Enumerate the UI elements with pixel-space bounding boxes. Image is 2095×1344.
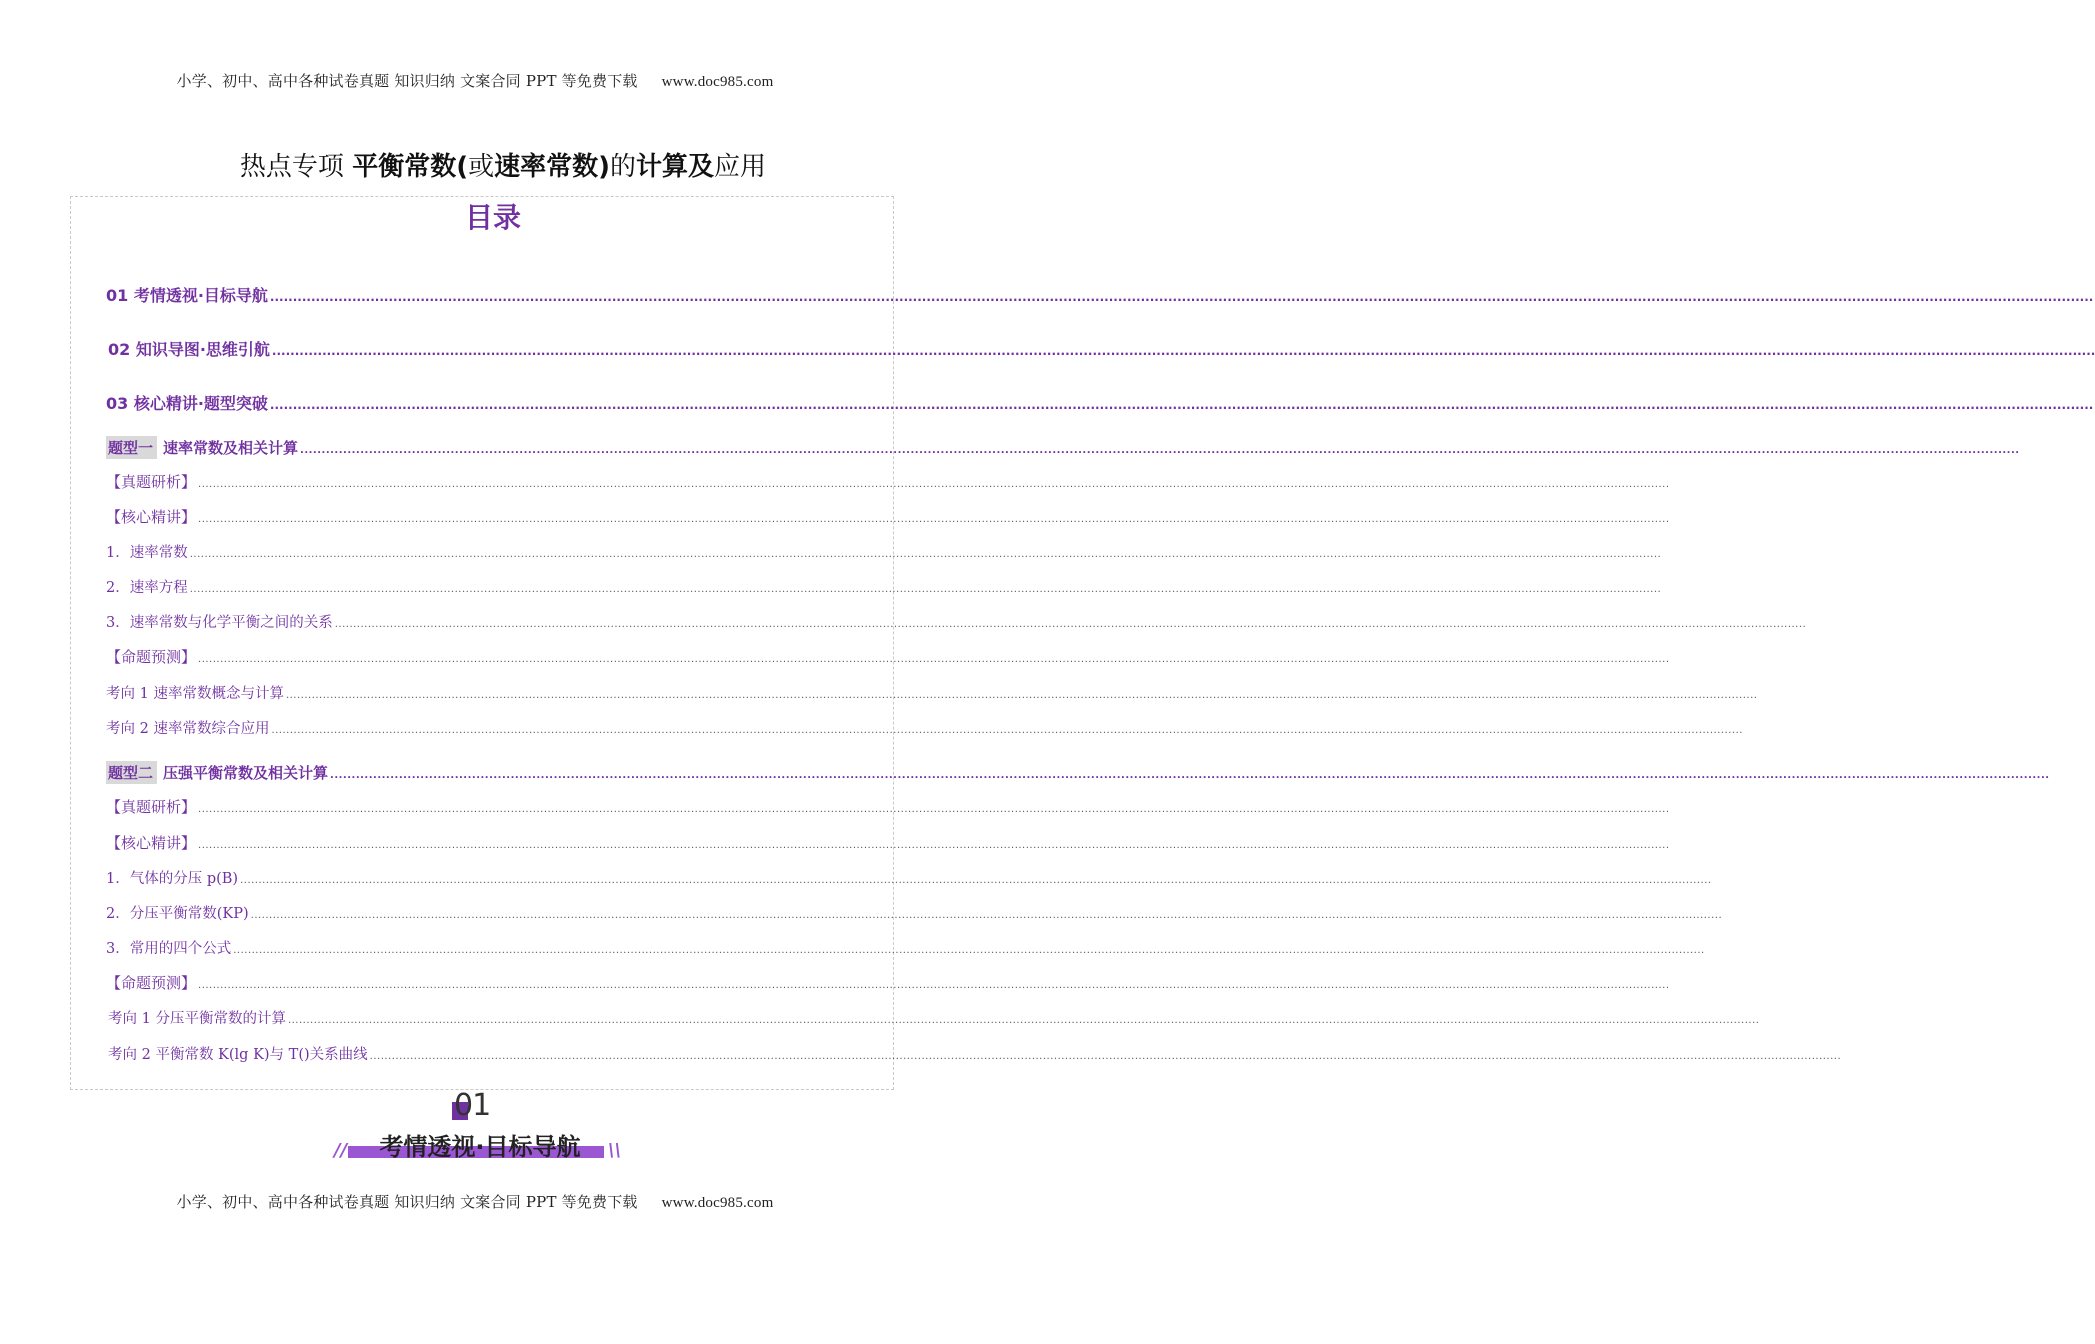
toc-item-prediction-2[interactable] <box>106 972 1670 993</box>
toc-leader-dots: ................................................................................................................................................................................................................................................................................................................................................................................................................ <box>189 549 1662 560</box>
title-normal-2: 的 <box>610 152 637 182</box>
toc-item-direction-2-2[interactable] <box>108 1043 1842 1064</box>
title-paren-open: ( <box>456 152 469 182</box>
toc-leader-dots: ................................................................................................................................................................................................................................................................................................................................................................................................................ <box>330 770 2050 781</box>
toc-item-type-1[interactable] <box>106 436 2020 459</box>
toc-item-label: 【真题研析】 <box>106 473 197 491</box>
title-normal-3: 应用 <box>714 152 767 182</box>
banner-title: 考情透视·目标导航 <box>379 1133 581 1161</box>
document-title <box>0 146 1006 183</box>
header-url[interactable]: www.doc985.com <box>661 74 774 90</box>
toc-item-label: 1．气体的分压 p(B) <box>106 871 239 887</box>
toc-item-label: 考向 1 分压平衡常数的计算 <box>108 1011 286 1027</box>
toc-type-tag: 题型一 <box>106 436 157 459</box>
toc-leader-dots: ................................................................................................................................................................................................................................................................................................................................................................................................................ <box>287 1015 1760 1026</box>
toc-item-label: 3．速率常数与化学平衡之间的关系 <box>106 615 333 631</box>
title-bold-1: 平衡常数 <box>352 152 457 182</box>
banner-slash-left: // <box>334 1140 348 1161</box>
toc-item-direction-1-1[interactable] <box>106 682 1758 703</box>
toc-heading: 目录 <box>464 201 521 234</box>
header-text: 小学、初中、高中各种试卷真题 知识归纳 文案合同 PPT 等免费下载 <box>176 72 638 90</box>
toc-leader-dots: ................................................................................................................................................................................................................................................................................................................................................................................................................ <box>269 398 2094 412</box>
toc-item-label: 02 知识导图·思维引航 <box>108 340 270 359</box>
toc-item-section-02[interactable] <box>108 337 2095 360</box>
footer-url[interactable]: www.doc985.com <box>661 1195 774 1211</box>
toc-leader-dots: ................................................................................................................................................................................................................................................................................................................................................................................................................ <box>198 804 1670 815</box>
toc-leader-dots: ................................................................................................................................................................................................................................................................................................................................................................................................................ <box>198 980 1670 991</box>
toc-item-prediction-1[interactable] <box>106 646 1670 667</box>
title-bold-2: 速率常数 <box>494 152 599 182</box>
toc-leader-dots: ................................................................................................................................................................................................................................................................................................................................................................................................................ <box>198 654 1670 665</box>
banner-number: 01 <box>454 1088 491 1123</box>
toc-leader-dots: ................................................................................................................................................................................................................................................................................................................................................................................................................ <box>233 945 1705 956</box>
toc-item-core-1[interactable] <box>106 506 1670 527</box>
toc-item-partial-pressure[interactable] <box>106 867 1712 888</box>
toc-leader-dots: ................................................................................................................................................................................................................................................................................................................................................................................................................ <box>269 290 2094 304</box>
toc-item-label: 【核心精讲】 <box>106 834 197 852</box>
toc-item-label: 【真题研析】 <box>106 798 197 816</box>
toc-item-type-2[interactable] <box>106 761 2050 784</box>
toc-item-real-exam-1[interactable] <box>106 471 1670 492</box>
toc-item-label: 2．速率方程 <box>106 580 188 596</box>
title-normal-1: 或 <box>468 152 495 182</box>
toc-item-rate-constant[interactable] <box>106 541 1662 562</box>
toc-leader-dots: ................................................................................................................................................................................................................................................................................................................................................................................................................ <box>198 479 1670 490</box>
toc-leader-dots: ................................................................................................................................................................................................................................................................................................................................................................................................................ <box>369 1051 1842 1062</box>
toc-leader-dots: ................................................................................................................................................................................................................................................................................................................................................................................................................ <box>285 690 1758 701</box>
toc-item-direction-1-2[interactable] <box>106 717 1743 738</box>
toc-leader-dots: ................................................................................................................................................................................................................................................................................................................................................................................................................ <box>271 344 2095 358</box>
toc-leader-dots: ................................................................................................................................................................................................................................................................................................................................................................................................................ <box>189 584 1662 595</box>
toc-item-direction-2-1[interactable] <box>108 1007 1760 1028</box>
title-prefix: 热点专项 <box>239 152 353 182</box>
toc-item-label: 3．常用的四个公式 <box>106 941 232 957</box>
toc-item-label: 考向 1 速率常数概念与计算 <box>106 686 284 702</box>
footer-text: 小学、初中、高中各种试卷真题 知识归纳 文案合同 PPT 等免费下载 <box>176 1193 638 1211</box>
toc-item-real-exam-2[interactable] <box>106 796 1670 817</box>
toc-leader-dots: ................................................................................................................................................................................................................................................................................................................................................................................................................ <box>250 910 1723 921</box>
toc-item-label: 压强平衡常数及相关计算 <box>163 764 329 782</box>
banner-slash-right: \\ <box>608 1140 622 1161</box>
toc-leader-dots: ................................................................................................................................................................................................................................................................................................................................................................................................................ <box>198 514 1670 525</box>
title-paren-close: ) <box>598 152 611 182</box>
page-footer <box>0 1191 950 1212</box>
toc-type-tag: 题型二 <box>106 761 157 784</box>
toc-item-rate-equation[interactable] <box>106 576 1662 597</box>
toc-item-label: 2．分压平衡常数(KP) <box>106 906 249 922</box>
toc-item-label: 【命题预测】 <box>106 974 197 992</box>
toc-item-rate-equilibrium[interactable] <box>106 611 1807 632</box>
toc-leader-dots: ................................................................................................................................................................................................................................................................................................................................................................................................................ <box>300 445 2020 456</box>
page-header <box>0 70 950 91</box>
toc-item-section-01[interactable] <box>106 283 2094 306</box>
toc-item-kp[interactable] <box>106 902 1723 923</box>
toc-leader-dots: ................................................................................................................................................................................................................................................................................................................................................................................................................ <box>271 725 1743 736</box>
toc-item-label: 【核心精讲】 <box>106 508 197 526</box>
title-bold-3: 计算及 <box>636 152 715 182</box>
toc-item-label: 速率常数及相关计算 <box>163 439 299 457</box>
toc-item-label: 03 核心精讲·题型突破 <box>106 394 268 413</box>
toc-item-label: 考向 2 平衡常数 K(lg K)与 T()关系曲线 <box>108 1047 368 1063</box>
toc-item-section-03[interactable] <box>106 391 2094 414</box>
toc-leader-dots: ................................................................................................................................................................................................................................................................................................................................................................................................................ <box>240 875 1712 886</box>
toc-leader-dots: ................................................................................................................................................................................................................................................................................................................................................................................................................ <box>198 840 1670 851</box>
toc-item-label: 1．速率常数 <box>106 545 188 561</box>
toc-item-label: 【命题预测】 <box>106 648 197 666</box>
toc-item-label: 考向 2 速率常数综合应用 <box>106 721 270 737</box>
toc-item-label: 01 考情透视·目标导航 <box>106 286 268 305</box>
toc-item-core-2[interactable] <box>106 832 1670 853</box>
toc-item-formulas[interactable] <box>106 937 1705 958</box>
toc-leader-dots: ................................................................................................................................................................................................................................................................................................................................................................................................................ <box>334 619 1807 630</box>
